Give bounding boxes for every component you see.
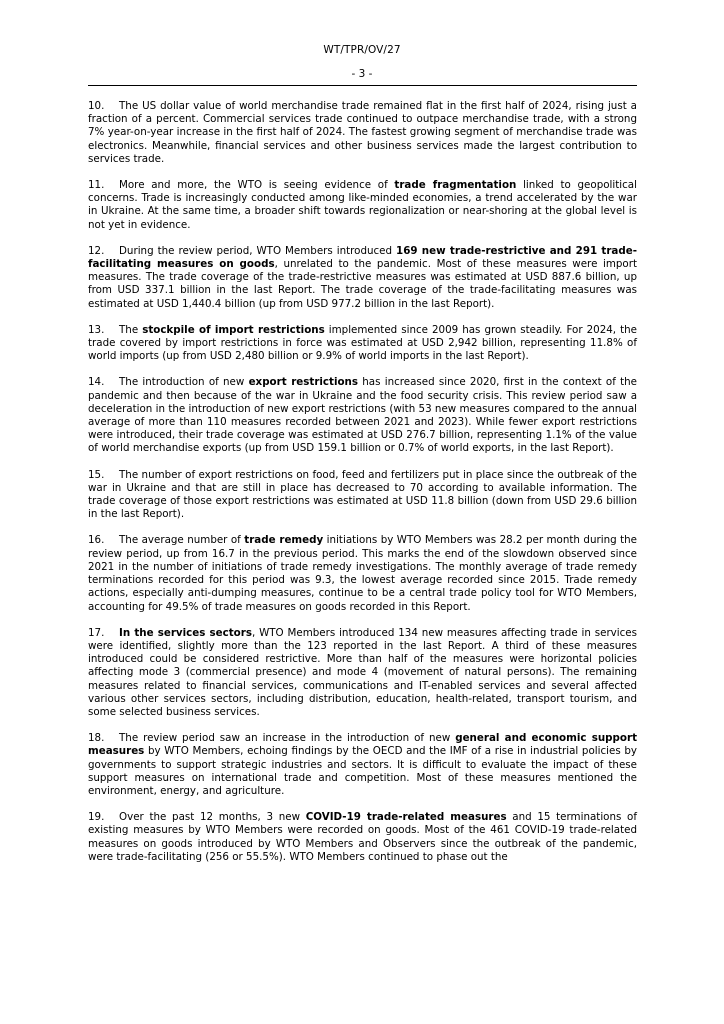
emphasized-text: In the services sectors: [119, 626, 252, 639]
paragraph-number: 15.: [88, 468, 105, 481]
paragraph-text: implemented since 2009 has grown steadily. For 2024, the trade covered by import restrictions in force was estimated at USD 2,942 billion, representing 11.8% of world imports (up from USD 2,480 billion or 9.9% of world imports in the last Report).: [88, 323, 637, 363]
paragraph: [88, 100, 637, 166]
paragraph-text: The introduction of new: [119, 376, 249, 389]
paragraph: [88, 179, 637, 232]
paragraph: [88, 732, 637, 798]
page-number: - 3 -: [351, 68, 373, 80]
document-code: WT/TPR/OV/27: [323, 44, 401, 56]
paragraph: [88, 534, 637, 613]
document-body: [88, 100, 637, 877]
paragraph-number: 11.: [88, 179, 105, 192]
emphasized-text: stockpile of import restrictions: [142, 323, 325, 336]
emphasized-text: 169 new trade-restrictive and 291 trade-facilitating measures on goods: [88, 244, 638, 271]
emphasized-text: trade remedy: [244, 534, 324, 547]
paragraph: [88, 469, 637, 522]
paragraph-text: by WTO Members, echoing findings by the OECD and the IMF of a rise in industrial policies by governments to support strategic industries and sectors. It is difficult to evaluate the impact of these support measures on international trade and competition. Most of these measures mentioned the environment, energy, and agriculture.: [88, 745, 637, 797]
paragraph-text: The US dollar value of world merchandise trade remained flat in the first half of 2024, rising just a fraction of a percent. Commercial services trade continued to outpace merchandise trade, with a strong 7% year-on-year increase in the first half of 2024. The fastest growing segment of merchandise trade was electronics. Meanwhile, financial services and other business services made the largest contribution to services trade.: [88, 100, 637, 165]
paragraph-number: 12.: [88, 244, 105, 257]
paragraph-text: linked to geopolitical concerns. Trade is increasingly conducted among like-minded economies, a trend accelerated by the war in Ukraine. At the same time, a broader shift towards regionalization or near-shoring at the global level is not yet in evidence.: [88, 179, 637, 231]
emphasized-text: COVID-19 trade-related measures: [305, 811, 507, 824]
emphasized-text: trade fragmentation: [394, 179, 517, 192]
paragraph-number: 19.: [88, 811, 105, 824]
paragraph: [88, 324, 637, 364]
paragraph-text: Over the past 12 months, 3 new: [119, 811, 306, 824]
paragraph: [88, 376, 637, 455]
paragraph-text: The average number of: [119, 534, 245, 547]
paragraph-text: More and more, the WTO is seeing evidence of: [119, 179, 395, 192]
paragraph-number: 14.: [88, 376, 105, 389]
paragraph-text: The number of export restrictions on food, feed and fertilizers put in place since the outbreak of the war in Ukraine and that are still in place has decreased to 70 according to available information. The trade coverage of those export restrictions was estimated at USD 11.8 billion (down from USD 29.6 billion in the last Report).: [88, 468, 637, 521]
paragraph-text: and 15 terminations of existing measures by WTO Members were recorded on goods. Most of the 461 COVID-19 trade-related measures on goods introduced by WTO Members and Observers since the outbreak of the pandemic, were trade-facilitating (256 or 55.5%). WTO Members continued to phase out the: [88, 811, 637, 863]
emphasized-text: general and economic support measures: [88, 732, 637, 758]
paragraph-text: initiations by WTO Members was 28.2 per month during the review period, up from 16.7 in the previous period. This marks the end of the slowdown observed since 2021 in the number of initiations of trade remedy investigations. The monthly average of trade remedy terminations recorded for this period was 9.3, the lowest average recorded since 2015. Trade remedy actions, especially anti-dumping measures, continue to be a central trade policy tool for WTO Members, accounting for 49.5% of trade measures on goods recorded in this Report.: [88, 534, 637, 613]
paragraph: [88, 811, 637, 864]
paragraph: [88, 245, 637, 311]
paragraph-number: 17.: [88, 626, 105, 639]
paragraph-text: has increased since 2020, first in the context of the pandemic and then because of the war in Ukraine and the food security crisis. This review period saw a deceleration in the introduction of new export restrictions (with 53 new measures compared to the annual average of more than 110 measures recorded between 2021 and 2023). While fewer export restrictions were introduced, their trade coverage was estimated at USD 276.7 billion, representing 1.1% of the value of world merchandise exports (up from USD 159.1 billion or 0.7% of world exports, in the last Report).: [88, 376, 637, 455]
paragraph-text: , WTO Members introduced 134 new measures affecting trade in services were identified, slightly more than the 123 reported in the last Report. A third of these measures introduced could be considered restrictive. More than half of the measures were horizontal policies affecting mode 3 (commercial presence) and mode 4 (movement of natural persons). The remaining measures related to financial services, communications and IT-enabled services and several affected various other services sectors, including distribution, education, health-related, transport tourism, and some selected business services.: [88, 626, 637, 718]
paragraph-number: 13.: [88, 323, 105, 336]
paragraph-number: 10.: [88, 100, 105, 112]
emphasized-text: export restrictions: [248, 376, 359, 389]
paragraph-text: , unrelated to the pandemic. Most of these measures were import measures. The trade coverage of the trade-restrictive measures was estimated at USD 887.6 billion, up from USD 337.1 billion in the last Report. The trade coverage of the trade-facilitating measures was estimated at USD 1,440.4 billion (up from USD 977.2 billion in the last Report).: [88, 258, 637, 310]
paragraph-number: 18.: [88, 732, 105, 745]
paragraph-number: 16.: [88, 534, 105, 547]
paragraph-text: The review period saw an increase in the introduction of new: [119, 732, 456, 745]
paragraph: [88, 627, 637, 719]
paragraph-text: The: [119, 323, 143, 336]
header-rule: [88, 85, 637, 86]
paragraph-text: During the review period, WTO Members introduced: [119, 244, 397, 257]
